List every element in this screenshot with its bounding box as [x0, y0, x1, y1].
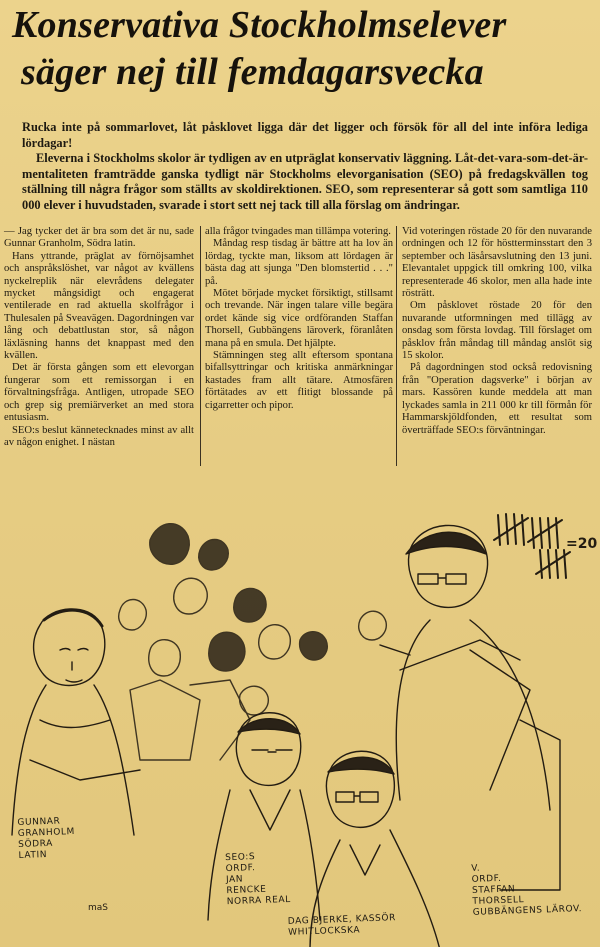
lead-paragraph: Rucka inte på sommarlovet, låt påsklovet ligga där det ligger och försök för all del inte införa lediga lördagar! — [22, 120, 588, 150]
body-paragraph: alla frågor tvingades man tillämpa votering. — [205, 226, 391, 237]
body-paragraph: Om påsklovet röstade 20 för den nuvarande utformningen med tillägg av onsdag som första lovdag. Till förslaget om påsklov från måndag till måndag anslöt sig 15 skolor. — [402, 300, 592, 362]
body-paragraph: SEO:s beslut kännetecknades minst av allt av någon enighet. I nästan — [4, 424, 194, 448]
gunnar-granholm-figure — [12, 609, 140, 835]
headline — [12, 2, 592, 96]
body-paragraph: Stämningen steg allt eftersom spontana bifallsyttringar och kritiska anmärkningar kastades fram allt tätare. Atmosfären förtätades av ett flitigt blossande på cigarretter och pipor. — [205, 350, 393, 411]
body-paragraph: Det är första gången som ett elevorgan fungerar som ett remissorgan i en förvaltningsfråga. Antligen, utropade SEO och grep sig premiärverket an med stora entusiasm. — [4, 362, 194, 424]
headline-line-1: Konservativa Stockholmselever — [12, 4, 507, 46]
caption-dag-bjerke: DAG BJERKE, KASSÖR WHITLOCKSKA — [287, 913, 397, 938]
headline-line-2: säger nej till femdagarsvecka — [21, 51, 484, 93]
body-paragraph: Mötet började mycket försiktigt, stillsamt och trevande. När ingen talare ville begära ordet kände sig vice ordföranden Staffan Thorsell, Gubbängens läroverk, föranlåten mana på en smula. Det hjälpte. — [205, 288, 393, 349]
article-column-3 — [402, 226, 592, 437]
lead-paragraphs — [22, 120, 588, 214]
vote-tally-marks — [494, 514, 570, 578]
body-paragraph: Måndag resp tisdag är bättre att ha lov än lördag, tyckte man, liksom att lördagen är bästa dag att sjunga "Den blomstertid . . ." på. — [205, 238, 393, 287]
staffan-thorsell-figure — [380, 525, 560, 890]
body-paragraph: Vid voteringen röstade 20 för den nuvarande ordningen och 12 för höstterminsstart den 3 september och läsårsavslutning den 13 juni. Elevantalet uppgick till omkring 100, vilka representerade 46 skolor, men alla hade inte rösträtt. — [402, 226, 592, 300]
column-divider — [200, 226, 201, 466]
caption-jan-rencke: SEO:S ORDF. JAN RENCKE NORRA REAL — [225, 852, 291, 908]
body-paragraph: På dagordningen stod också redovisning från "Operation dagsverke" i början av mars. Kassören kunde meddela att man lyckades samla in 211 000 kr till förmån för Hammarskjöldfonden, ett resultat som överträffade SEO:s förväntningar. — [402, 362, 592, 436]
body-paragraph: Hans yttrande, präglat av förnöjsamhet och anspråkslöshet, var något av kvällens nyckelreplik när elevrådens delegater mycket mångsidigt och engagerat ventilerade en rad aktuella skolfrågor i Thulesalen på Sveavägen. Dagordningen var lång och debattlustan stor, så någon läxläsning hanns det knappast med den kvällen. — [4, 250, 194, 362]
artist-signature: maS — [88, 903, 108, 913]
tally-total-label: =20 — [566, 536, 598, 552]
caption-gunnar-granholm: GUNNAR GRANHOLM SÖDRA LATIN — [17, 816, 76, 861]
article-column-1 — [4, 226, 194, 449]
caption-staffan-thorsell: V. ORDF. STAFFAN THORSELL GUBBÄNGENS LÄROV. — [471, 863, 583, 918]
column-divider — [396, 226, 397, 466]
body-paragraph: — Jag tycker det är bra som det är nu, sade Gunnar Granholm, Södra latin. — [4, 226, 194, 250]
lead-paragraph: Eleverna i Stockholms skolor är tydligen av en utpräglat konservativ läggning. Låt-det-vara-som-det-är-mentaliteten framträdde ganska tydligt när Stockholms elevorganisation (SEO) på fredagskvällen tog ställning till några frågor som ställts av skoldirektionen. SEO, som representerar så gott som samtliga 110 000 elever i huvudstaden, svarade i stort sett nej tack till alla förslag om ändringar. — [22, 151, 588, 212]
article-column-2 — [205, 226, 393, 412]
